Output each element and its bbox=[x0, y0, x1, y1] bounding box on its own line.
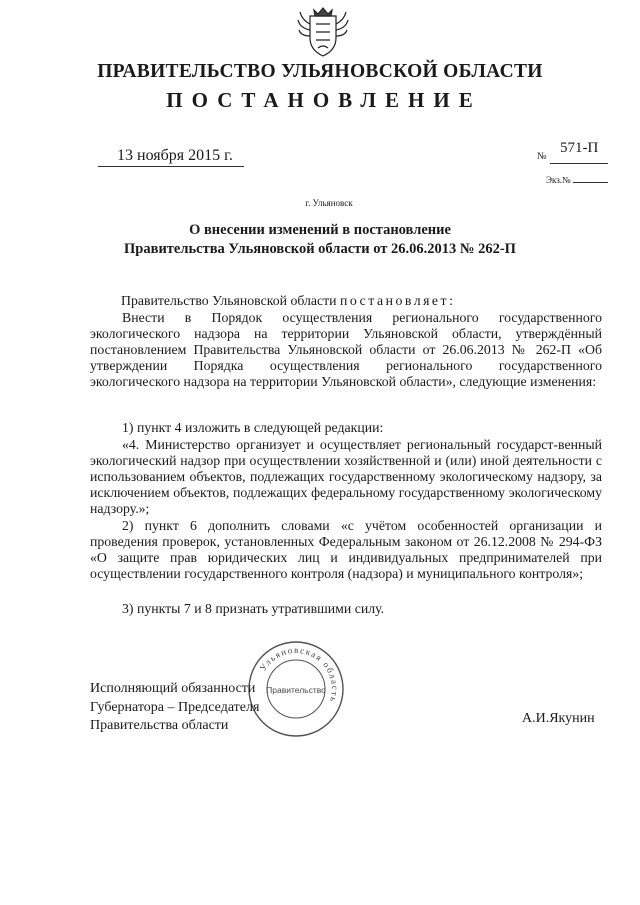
quote-4-text: «4. Министерство организует и осуществляет региональный государст-венный экологический надзор при осуществлении хозяйственной и (или) иной деятельности с использованием объектов, подлежащих государственному экологическому надзору, за исключением объектов, подлежащих федеральному государственному экологическому надзору.»; bbox=[90, 437, 602, 516]
coat-of-arms-emblem bbox=[296, 4, 350, 60]
body-item-3 bbox=[90, 601, 602, 617]
official-seal bbox=[246, 639, 346, 739]
intro-text: Внести в Порядок осуществления регионального государственного экологического надзора на территории Ульяновской области, утверждённый постановлением Правительства Ульяновской области от 26.06.2013 № 262-П «Об утверждении Порядка осуществления регионального государственного экологического надзора на территории Ульяновской области», следующие изменения: bbox=[90, 310, 602, 389]
signatory-title bbox=[90, 680, 259, 736]
copy-number-label: Экз.№ bbox=[546, 175, 571, 185]
document-date: 13 ноября 2015 г. bbox=[117, 147, 233, 164]
seal-ring-text: Ульяновская область bbox=[257, 644, 341, 705]
signatory-line-1: Исполняющий обязанности bbox=[90, 681, 256, 696]
resolution-lead bbox=[121, 293, 455, 309]
copy-number-underline bbox=[573, 182, 608, 183]
body-quote-point-4 bbox=[90, 437, 602, 517]
city-name: г. Ульяновск bbox=[305, 198, 353, 208]
government-title: ПРАВИТЕЛЬСТВО УЛЬЯНОВСКОЙ ОБЛАСТИ bbox=[97, 61, 543, 82]
document-subject bbox=[0, 221, 640, 259]
body-item-1 bbox=[90, 420, 602, 436]
signatory-line-2: Губернатора – Председателя bbox=[90, 699, 260, 715]
document-type: ПОСТАНОВЛЕНИЕ bbox=[166, 88, 482, 112]
lead-verb: постановляет: bbox=[340, 293, 456, 308]
lead-prefix: Правительство Ульяновской области bbox=[121, 293, 341, 308]
number-underline bbox=[550, 163, 608, 164]
item-3-text: 3) пункты 7 и 8 признать утратившими силу. bbox=[122, 601, 385, 616]
document-number: 571-П bbox=[560, 140, 599, 156]
seal-center-text: Правительство bbox=[266, 685, 326, 695]
subject-line-1: О внесении изменений в постановление bbox=[189, 222, 451, 238]
item-1-text: 1) пункт 4 изложить в следующей редакции: bbox=[122, 420, 384, 435]
body-paragraph-intro bbox=[90, 310, 602, 390]
number-label: № bbox=[537, 151, 547, 162]
item-2-text: 2) пункт 6 дополнить словами «с учётом особенностей организации и проведения проверок, установленных Федеральным законом от 26.12.2008 № 294-ФЗ «О защите прав юридических лиц и индивидуальных предпринимателей при осуществлении государственного контроля (надзора) и муниципального контроля»; bbox=[90, 518, 602, 581]
date-underline bbox=[98, 166, 244, 167]
signatory-name: А.И.Якунин bbox=[522, 711, 595, 726]
body-item-2 bbox=[90, 518, 602, 582]
signatory-line-3: Правительства области bbox=[90, 718, 229, 733]
subject-line-2: Правительства Ульяновской области от 26.06.2013 № 262-П bbox=[124, 241, 516, 257]
